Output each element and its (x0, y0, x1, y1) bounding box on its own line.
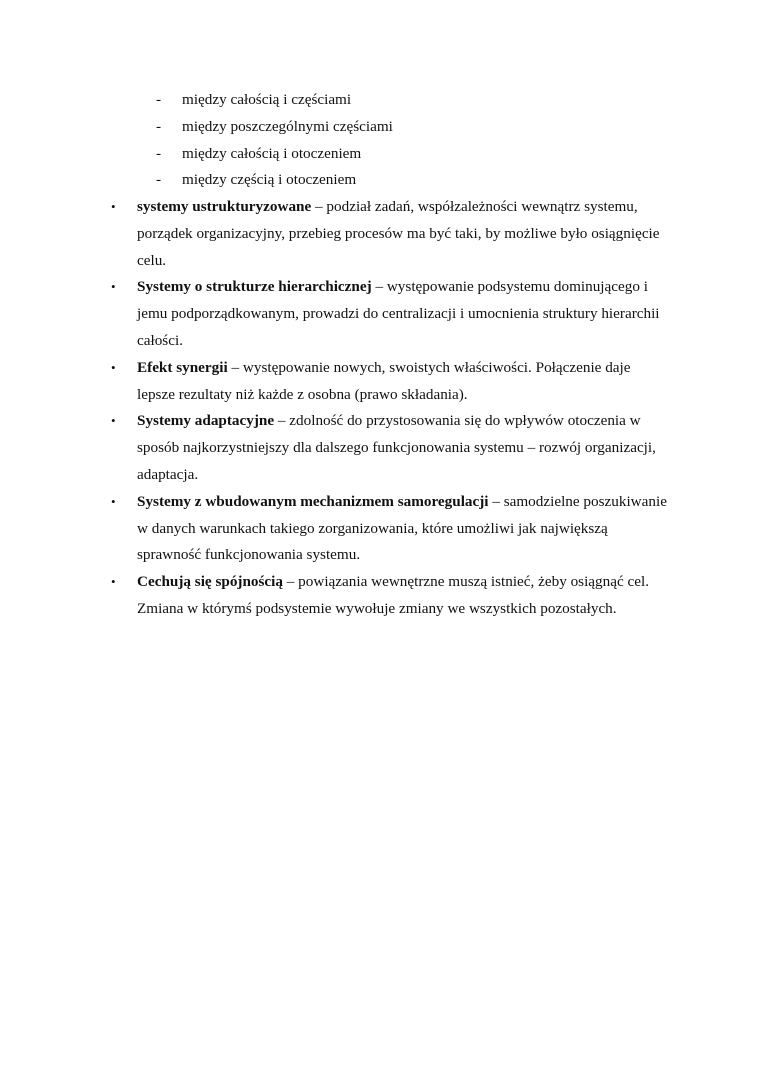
sub-list-item (0, 114, 760, 141)
list-item (0, 489, 672, 569)
list-item (0, 355, 672, 409)
sub-list-text: między całością i częściami (182, 91, 352, 108)
dash-marker: - (156, 117, 162, 135)
list-item (0, 274, 672, 354)
bullet-marker: • (111, 199, 116, 214)
item-term: systemy ustrukturyzowane (137, 198, 312, 215)
item-text (137, 493, 667, 564)
item-definition: – występowanie nowych, swoistych właściwości. Połączenie daje lepsze rezultaty niż każde z osobna (prawo składania). (137, 358, 631, 403)
sub-list-text: między poszczególnymi częściami (182, 117, 393, 135)
dash-marker: - (156, 171, 162, 189)
item-definition: – zdolność do przystosowania się do wpływów otoczenia w sposób najkorzystniejszy dla dalszego funkcjonowania systemu – rozwój organizacji, adaptacja. (137, 412, 656, 483)
item-term: Cechują się spójnością (137, 573, 283, 591)
item-term: Systemy o strukturze hierarchicznej (137, 278, 372, 296)
item-text (137, 412, 656, 483)
bullet-marker: • (111, 279, 116, 295)
item-text (137, 359, 631, 403)
bullet-marker: • (111, 359, 116, 375)
item-text (137, 198, 660, 269)
item-term: Efekt synergii (137, 358, 228, 376)
bullet-list (0, 194, 760, 623)
sub-list-text: między częścią i otoczeniem (182, 171, 357, 189)
sub-list-text: między całością i otoczeniem (182, 144, 362, 162)
item-term: Systemy z wbudowanym mechanizmem samoregulacji (137, 492, 489, 510)
bullet-marker: • (111, 574, 116, 590)
dash-marker: - (156, 144, 162, 162)
item-definition: – podział zadań, współzależności wewnątrz systemu, porządek organizacyjny, przebieg procesów ma być taki, by możliwe było osiągnięcie celu. (137, 198, 660, 269)
item-definition: – powiązania wewnętrzne muszą istnieć, żeby osiągnąć cel. Zmiana w którymś podsystemie wywołuje zmiany we wszystkich pozostałych. (137, 573, 650, 617)
bullet-marker: • (111, 413, 116, 429)
bullet-marker: • (111, 493, 116, 509)
sub-list-item (0, 167, 760, 194)
sub-list-item (0, 87, 760, 114)
list-item (0, 569, 672, 623)
item-text (137, 278, 660, 349)
item-definition: – samodzielne poszukiwanie w danych warunkach takiego zorganizowania, które umożliwi jak największą sprawność funkcjonowania systemu. (137, 492, 667, 564)
list-item (0, 408, 672, 488)
item-definition: – występowanie podsystemu dominującego i jemu podporządkowanym, prowadzi do centralizacji i umocnienia struktury hierarchii całości. (137, 278, 660, 349)
dash-marker: - (156, 91, 162, 108)
list-item (0, 194, 672, 274)
item-term: Systemy adaptacyjne (137, 412, 275, 430)
item-text (137, 573, 649, 617)
sub-list (0, 87, 760, 194)
sub-list-item (0, 141, 760, 168)
